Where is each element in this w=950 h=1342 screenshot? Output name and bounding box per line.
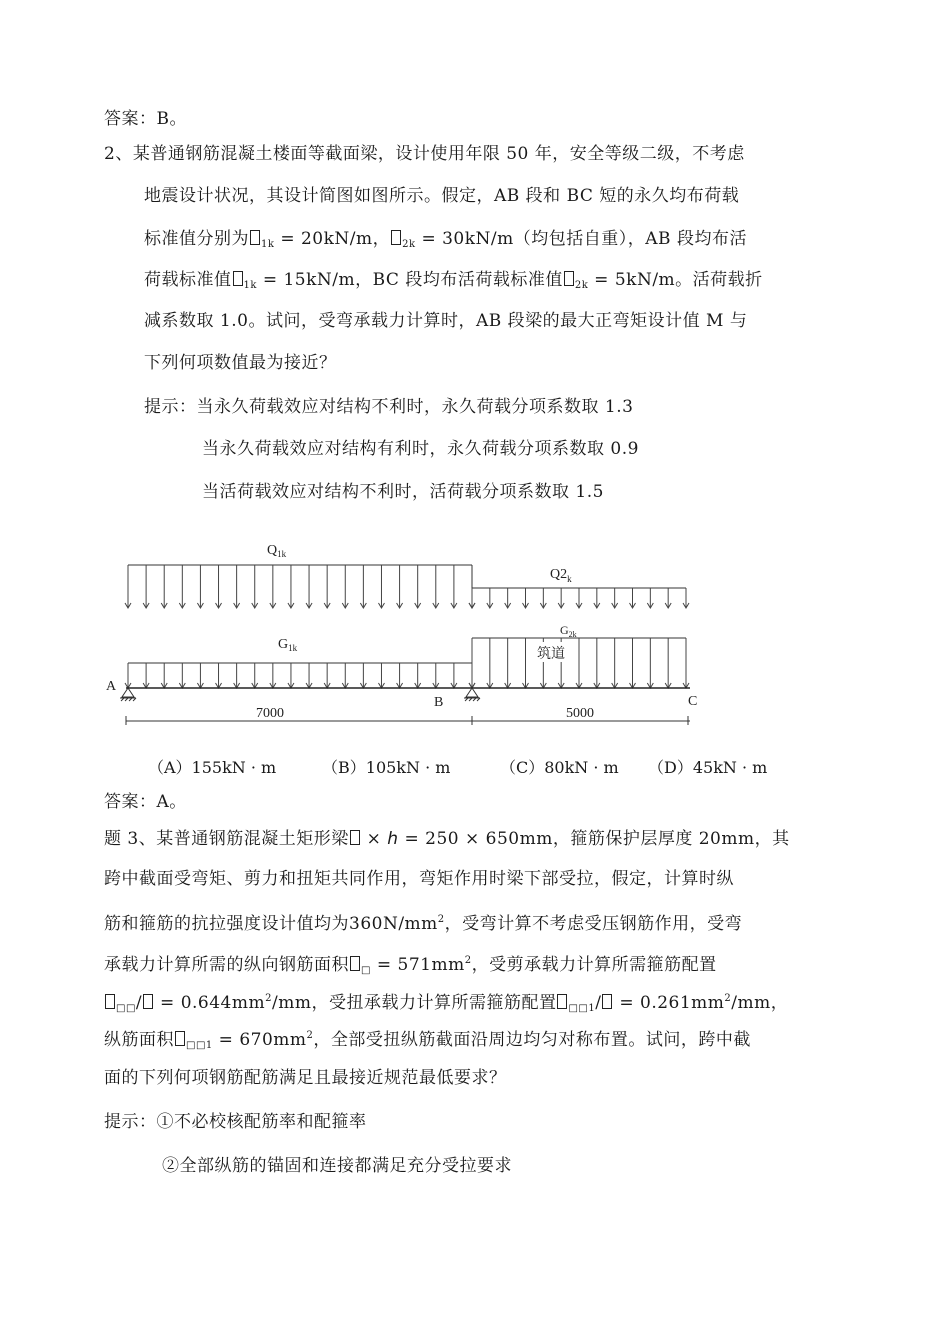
q3-hint-1: 提示：①不必校核配筋率和配箍率 — [104, 1112, 367, 1132]
q1-load-arrow — [360, 565, 366, 608]
q2-load-arrow — [683, 588, 689, 608]
support-b — [464, 688, 480, 701]
missing-glyph — [175, 1031, 185, 1046]
g1-load-arrow — [288, 663, 294, 688]
text: = 5kN/m。活荷载折 — [588, 270, 763, 290]
superscript: 2 — [724, 993, 732, 1004]
missing-glyph — [350, 956, 360, 971]
q1-load-arrow — [378, 565, 384, 608]
g1-label: $G_{1k}$ — [278, 637, 298, 653]
text: = 30kN/m（均包括自重），AB 段均布活 — [415, 229, 747, 249]
support-a — [120, 688, 136, 701]
q3-line-1 — [104, 828, 790, 850]
g1-load-arrow — [234, 663, 240, 688]
text: 题 3、某普通钢筋混凝土矩形梁 — [104, 829, 349, 849]
q1-load-arrow — [306, 565, 312, 608]
g1-load-arrow — [342, 663, 348, 688]
subscript: □□1 — [568, 1003, 596, 1014]
dim-bc-label: 5000 — [566, 706, 594, 721]
q1-arrows — [125, 565, 475, 608]
point-a-label: A — [106, 679, 117, 694]
text: ，受剪承载力计算所需箍筋配置 — [471, 955, 717, 975]
q2-arrows — [469, 588, 689, 608]
g2-load-arrow — [505, 638, 511, 688]
text: 荷载标准值 — [144, 270, 232, 290]
q2-load-arrow — [576, 588, 582, 608]
q3-line-2: 跨中截面受弯矩、剪力和扭矩共同作用，弯矩作用时梁下部受拉，假定，计算时纵 — [104, 869, 734, 889]
text: = 15kN/m，BC 段均布活荷载标准值 — [256, 270, 563, 290]
point-c-label: C — [688, 694, 698, 709]
q2-load-arrow — [612, 588, 618, 608]
subscript: 1k — [243, 280, 257, 291]
text: ，全部受扭纵筋截面沿周边均匀对称布置。试问，跨中截 — [313, 1030, 751, 1050]
q3-line-3 — [104, 909, 742, 935]
q2-hint-3: 当活荷载效应对结构不利时，活荷载分项系数取 1.5 — [202, 482, 604, 502]
g1-load-arrow — [252, 663, 258, 688]
subscript: □□1 — [186, 1040, 213, 1051]
q2-hint-2: 当永久荷载效应对结构有利时，永久荷载分项系数取 0.9 — [202, 439, 639, 459]
option-d: （D）45kN · m — [648, 758, 768, 777]
q1-load-arrow — [197, 565, 203, 608]
text: / — [595, 993, 602, 1013]
q1-load-arrow — [433, 565, 439, 608]
q2-load-arrow — [505, 588, 511, 608]
option-a: （A）155kN · m — [148, 758, 277, 777]
q2-line-3 — [144, 228, 747, 256]
g1-load-arrow — [306, 663, 312, 688]
text: / — [135, 993, 143, 1013]
q2-line-6: 下列何项数值最为接近？ — [144, 353, 337, 373]
subscript: □□ — [116, 1003, 136, 1014]
h-symbol: h — [387, 829, 399, 849]
text: /mm， — [731, 993, 789, 1013]
g1-load-arrow — [179, 663, 185, 688]
superscript: 2 — [437, 914, 445, 925]
q2-line-4 — [144, 269, 763, 297]
subscript: 2k — [402, 239, 416, 250]
answer-prev: 答案：B。 — [104, 109, 187, 129]
q2-line-5: 减系数取 1.0。试问，受弯承载力计算时，AB 段梁的最大正弯矩设计值 M 与 — [144, 311, 748, 331]
q2-load-arrow — [523, 588, 529, 608]
text: = 250 × 650mm，箍筋保护层厚度 20mm，其 — [398, 829, 790, 849]
g1-load-arrow — [378, 663, 384, 688]
text: /mm，受扭承载力计算所需箍筋配置 — [271, 993, 557, 1013]
g2-load-arrow — [594, 638, 600, 688]
text: = 670mm — [212, 1030, 307, 1050]
g2-load-arrow — [487, 638, 493, 688]
q2-load-arrow — [558, 588, 564, 608]
q1-load-arrow — [270, 565, 276, 608]
missing-glyph — [233, 271, 243, 286]
g2-arrows — [469, 638, 689, 688]
text: 标准值分别为 — [144, 229, 249, 249]
g1-arrows — [125, 663, 475, 688]
text: 承载力计算所需的纵向钢筋面积 — [104, 955, 349, 975]
q1-load-arrow — [288, 565, 294, 608]
q1-label: $Q_{1k}$ — [267, 543, 287, 559]
g2-load-arrow — [665, 638, 671, 688]
g1-load-arrow — [451, 663, 457, 688]
q2-load-arrow — [540, 588, 546, 608]
q3-hint-2: ②全部纵筋的锚固和连接都满足充分受拉要求 — [162, 1156, 512, 1176]
q2-line-2: 地震设计状况，其设计简图如图所示。假定，AB 段和 BC 短的永久均布荷载 — [144, 186, 740, 206]
subscript: □ — [361, 965, 371, 976]
text: = 571mm — [370, 955, 465, 975]
overlay-text: 筑道 — [537, 647, 565, 662]
text: × — [360, 829, 388, 849]
q1-load-arrow — [397, 565, 403, 608]
missing-glyph — [350, 830, 360, 845]
text: 筋和箍筋的抗拉强度设计值均为360N/mm — [104, 914, 438, 934]
subscript: 2k — [574, 280, 589, 291]
q1-load-arrow — [143, 565, 149, 608]
g2-label: $G_{2k}$ — [560, 623, 577, 639]
g1-load-arrow — [324, 663, 330, 688]
q1-load-arrow — [161, 565, 167, 608]
subscript: 1k — [261, 239, 275, 250]
option-c: （C）80kN · m — [500, 758, 619, 777]
g1-load-arrow — [397, 663, 403, 688]
g2-load-arrow — [683, 638, 689, 688]
g1-load-arrow — [197, 663, 203, 688]
text: = 0.261mm — [613, 993, 725, 1013]
missing-glyph — [391, 230, 401, 245]
answer-q2: 答案：A。 — [104, 792, 187, 812]
q2-load-arrow — [665, 588, 671, 608]
q1-load-arrow — [216, 565, 222, 608]
missing-glyph — [557, 994, 567, 1009]
text: = 0.644mm — [154, 993, 266, 1013]
q2-load-arrow — [630, 588, 636, 608]
missing-glyph — [105, 994, 115, 1009]
q1-load-arrow — [342, 565, 348, 608]
q1-load-arrow — [415, 565, 421, 608]
g1-load-arrow — [360, 663, 366, 688]
q3-line-5 — [104, 988, 788, 1020]
g1-load-arrow — [143, 663, 149, 688]
missing-glyph — [602, 994, 612, 1009]
q2-hint-1: 提示：当永久荷载效应对结构不利时，永久荷载分项系数取 1.3 — [144, 397, 634, 417]
q2-load-arrow — [469, 588, 475, 608]
g1-load-arrow — [216, 663, 222, 688]
option-b: （B）105kN · m — [322, 758, 451, 777]
q2-load-arrow — [647, 588, 653, 608]
text: 纵筋面积 — [104, 1030, 174, 1050]
g2-load-arrow — [630, 638, 636, 688]
superscript: 2 — [265, 993, 272, 1004]
q2-label: $Q2_k$ — [550, 567, 572, 584]
g1-load-arrow — [125, 663, 131, 688]
q2-load-arrow — [594, 588, 600, 608]
q1-load-arrow — [125, 565, 131, 608]
g1-load-arrow — [270, 663, 276, 688]
point-b-label: B — [434, 695, 444, 710]
missing-glyph — [250, 230, 260, 245]
q1-load-arrow — [451, 565, 457, 608]
g2-load-arrow — [647, 638, 653, 688]
missing-glyph — [143, 994, 153, 1009]
superscript: 2 — [306, 1030, 314, 1041]
q1-load-arrow — [234, 565, 240, 608]
q3-line-4 — [104, 950, 717, 982]
g1-load-arrow — [415, 663, 421, 688]
superscript: 2 — [464, 955, 472, 966]
g1-load-arrow — [433, 663, 439, 688]
q1-load-arrow — [252, 565, 258, 608]
q1-load-arrow — [324, 565, 330, 608]
g2-load-arrow — [523, 638, 529, 688]
q3-line-7: 面的下列何项钢筋配筋满足且最接近规范最低要求？ — [104, 1068, 507, 1088]
q1-load-arrow — [179, 565, 185, 608]
missing-glyph — [564, 271, 574, 286]
q2-load-arrow — [487, 588, 493, 608]
g1-load-arrow — [161, 663, 167, 688]
dim-ab-label: 7000 — [256, 706, 284, 721]
text: ，受弯计算不考虑受压钢筋作用，受弯 — [444, 914, 743, 934]
q2-line-1: 2、某普通钢筋混凝土楼面等截面梁，设计使用年限 50 年，安全等级二级，不考虑 — [104, 144, 745, 164]
q3-line-6 — [104, 1025, 751, 1057]
text: = 20kN/m， — [274, 229, 391, 249]
beam-load-diagram — [100, 530, 720, 725]
g2-load-arrow — [612, 638, 618, 688]
